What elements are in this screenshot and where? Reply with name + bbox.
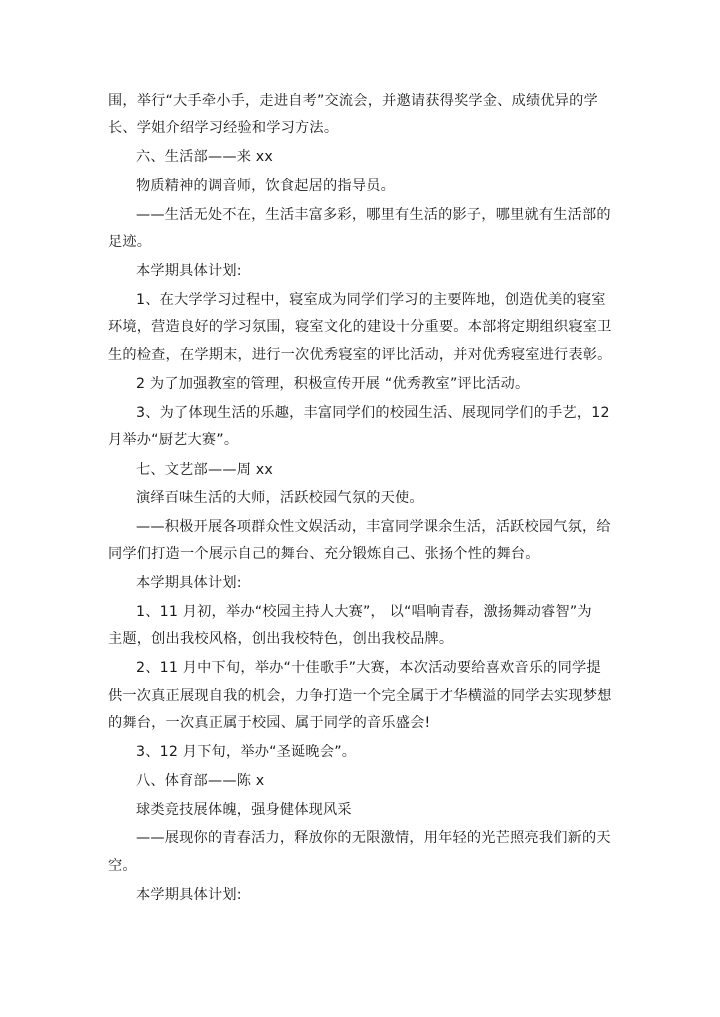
paragraph-line: 足迹。 (108, 234, 152, 250)
paragraph-line: 生的检查，在学期末，进行一次优秀寝室的评比活动，并对优秀寝室进行表彰。 (108, 347, 612, 363)
paragraph-line: ——生活无处不在，生活丰富多彩，哪里有生活的影子，哪里就有生活部的 (136, 207, 611, 223)
plan-heading: 本学期具体计划: (136, 887, 242, 903)
paragraph-line: 月举办“厨艺大赛”。 (108, 432, 239, 448)
paragraph-line: 供一次真正展现自我的机会，力争打造一个完全属于才华横溢的同学去实现梦想 (108, 688, 612, 704)
paragraph-line: 1、11 月初，举办“校园主持人大赛”， 以“唱响青春，激扬舞动睿智”为 (136, 604, 592, 620)
paragraph-line: 2 为了加强教室的管理，积极宣传开展 “优秀教室”评比活动。 (136, 376, 530, 392)
paragraph-line: 围，举行“大手牵小手，走进自考”交流会，并邀请获得奖学金、成绩优异的学 (108, 93, 598, 109)
paragraph-line: 同学们打造一个展示自己的舞台、充分锻炼自己、张扬个性的舞台。 (108, 546, 540, 562)
paragraph-line: 2、11 月中下旬，举办“十佳歌手”大赛，本次活动要给喜欢音乐的同学提 (136, 660, 601, 676)
paragraph-line: 演绎百味生活的大师，活跃校园气氛的天使。 (136, 490, 424, 506)
paragraph-line: 的舞台，一次真正属于校园、属于同学的音乐盛会! (108, 715, 431, 731)
paragraph-line: ——展现你的青春活力，释放你的无限激情，用年轻的光芒照亮我们新的天 (136, 830, 611, 846)
paragraph-line: 3、为了体现生活的乐趣，丰富同学们的校园生活、展现同学们的手艺，12 (136, 405, 610, 421)
plan-heading: 本学期具体计划: (136, 575, 242, 591)
paragraph-line: 1、在大学学习过程中，寝室成为同学们学习的主要阵地，创造优美的寝室 (136, 292, 606, 308)
paragraph-line: 球类竞技展体魄，强身健体现风采 (136, 802, 352, 818)
paragraph-line: 3、12 月下旬，举办“圣诞晚会”。 (136, 744, 357, 760)
paragraph-line: 环境，营造良好的学习氛围，寝室文化的建设十分重要。本部将定期组织寝室卫 (108, 319, 612, 335)
paragraph-line: ——积极开展各项群众性文娱活动，丰富同学课余生活，活跃校园气氛，给 (136, 519, 611, 535)
paragraph-line: 空。 (108, 858, 137, 874)
plan-heading: 本学期具体计划: (136, 263, 242, 279)
paragraph-line: 长、学姐介绍学习经验和学习方法。 (108, 120, 339, 136)
paragraph-line: 物质精神的调音师，饮食起居的指导员。 (136, 178, 395, 194)
section-heading-arts: 七、文艺部——周 xx (136, 462, 274, 478)
section-heading-living: 六、生活部——来 xx (136, 149, 274, 165)
paragraph-line: 主题，创出我校风格，创出我校特色，创出我校品牌。 (108, 631, 454, 647)
section-heading-sports: 八、体育部——陈 x (136, 773, 265, 789)
